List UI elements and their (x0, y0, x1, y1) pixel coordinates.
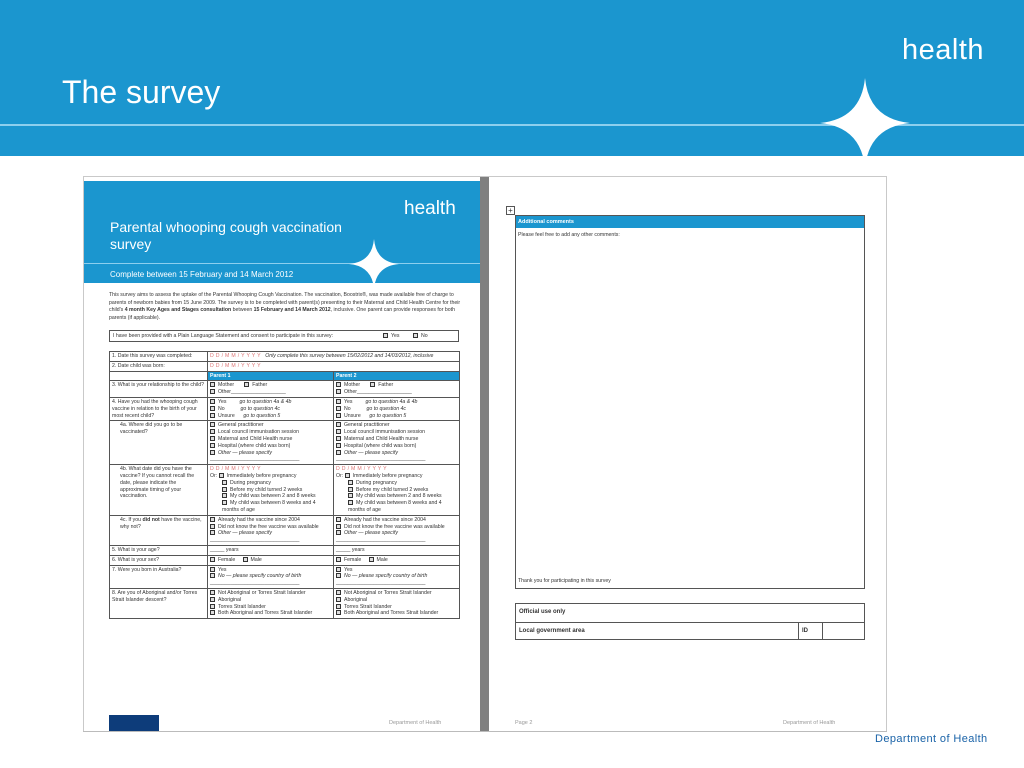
checkbox[interactable] (210, 450, 215, 455)
checkbox[interactable] (336, 573, 341, 578)
intro-bold: 4 month Key Ages and Stages consultation (124, 307, 232, 313)
thanks-text: Thank you for participating in this survey (518, 578, 611, 584)
consent-yes[interactable]: Yes (383, 331, 399, 341)
checkbox[interactable] (243, 557, 248, 562)
victoria-government-logo (109, 715, 159, 732)
table-row (110, 371, 460, 381)
department-footer: Department of Health (875, 733, 988, 745)
age-field[interactable]: _____ years (334, 545, 460, 555)
checkbox[interactable] (210, 610, 215, 615)
checkbox[interactable] (348, 480, 353, 485)
checkbox[interactable] (210, 573, 215, 578)
checkbox[interactable] (210, 429, 215, 434)
intro-text: This survey aims to assess the uptake of the Parental Whooping Cough Vaccination. The vaccination, Boostrix®, was made available free of charge to parents of newborn babies from 15 June 2009. The survey is to be completed with parent(s) presenting to their Maternal and Child Health Centre for their child's (109, 292, 461, 313)
table-row: 8. Are you of Aboriginal and/or Torres Strait Islander descent? Not Aboriginal or Torres Strait Islander Aboriginal Torres Strait Islander Both Aboriginal and Torres Strait Islander Not Aboriginal or Torres Strait Islander Aboriginal Torres Strait Islander Both Aboriginal and Torres Strait Islander (110, 588, 460, 618)
lga-label: Local government area (519, 628, 585, 634)
table-row (110, 352, 460, 362)
survey-page-1 (84, 177, 480, 732)
checkbox[interactable] (336, 450, 341, 455)
q1-label: 1. Date this survey was completed: (110, 352, 208, 362)
official-use-box (515, 603, 865, 640)
checkbox[interactable] (336, 413, 341, 418)
checkbox[interactable] (336, 382, 341, 387)
q6-label: 6. What is your sex? (110, 555, 208, 565)
table-row (110, 361, 460, 371)
checkbox[interactable] (348, 493, 353, 498)
checkbox[interactable] (210, 443, 215, 448)
document-bottom-border (83, 731, 887, 732)
checkbox[interactable] (336, 436, 341, 441)
page2-footer: Department of Health (783, 720, 836, 726)
q8-label: 8. Are you of Aboriginal and/or Torres Strait Islander descent? (110, 588, 208, 618)
intro-dates: 15 February and 14 March 2012 (253, 307, 331, 313)
checkbox[interactable] (345, 473, 350, 478)
checkbox[interactable] (210, 567, 215, 572)
checkbox[interactable] (222, 493, 227, 498)
page-gutter (480, 177, 489, 732)
comments-prompt: Please feel free to add any other comments: (518, 232, 620, 238)
page1-header (84, 181, 480, 283)
checkbox[interactable] (210, 436, 215, 441)
checkbox[interactable] (210, 530, 215, 535)
checkbox[interactable] (336, 517, 341, 522)
additional-comments-box[interactable] (515, 215, 865, 589)
checkbox[interactable] (336, 610, 341, 615)
table-row: 6. What is your sex? Female Male Female Male (110, 555, 460, 565)
checkbox[interactable] (336, 429, 341, 434)
checkbox[interactable] (210, 517, 215, 522)
checkbox[interactable] (210, 597, 215, 602)
q2-answer[interactable]: D D / M M / Y Y Y Y (208, 361, 460, 371)
checkbox[interactable] (336, 524, 341, 529)
page1-health-logo: health (404, 198, 456, 219)
checkbox[interactable] (383, 333, 388, 338)
comments-title: Additional comments (516, 216, 864, 228)
survey-title: Parental whooping cough vaccination survey (110, 219, 342, 252)
checkbox[interactable] (222, 487, 227, 492)
page1-header-divider (84, 263, 480, 264)
table-row: 3. What is your relationship to the child? Mother Father Other___________________ Mother Father Other___________________ (110, 381, 460, 398)
checkbox[interactable] (336, 567, 341, 572)
table-move-handle-icon[interactable]: + (506, 206, 515, 215)
survey-intro (109, 292, 461, 322)
checkbox[interactable] (210, 604, 215, 609)
checkbox[interactable] (336, 399, 341, 404)
checkbox[interactable] (210, 399, 215, 404)
document-preview (83, 176, 887, 732)
table-row: 7. Were you born in Australia? Yes No — please specify country of birth _______________________________ Yes No — please specify country of birth _______________________________ (110, 565, 460, 588)
q4-label: 4. Have you had the whooping cough vaccine in relation to the birth of your most recent child? (110, 397, 208, 420)
survey-table (109, 351, 460, 619)
checkbox[interactable] (369, 557, 374, 562)
checkbox[interactable] (210, 406, 215, 411)
official-row (516, 622, 864, 639)
checkbox[interactable] (210, 413, 215, 418)
survey-page-2 (489, 177, 887, 732)
checkbox[interactable] (413, 333, 418, 338)
table-row: 4a. Where did you go to be vaccinated? General practitioner Local council immunisation session Maternal and Child Health nurse Hospital (where child was born) Other — please specify _______________________________ General practitioner Local council immunisation session Maternal and Child Health nurse Hospital (where child was born) Other — please specify _______________________________ (110, 421, 460, 465)
table-row (110, 545, 460, 555)
checkbox[interactable] (210, 524, 215, 529)
checkbox[interactable] (219, 473, 224, 478)
checkbox[interactable] (336, 590, 341, 595)
table-row: 4b. What date did you have the vaccine? If you cannot recall the date, please indicate the approximate timing of your vaccination. D D / M M / Y Y Y Y Or: Immediately before pregnancy During pregnancy Before my child turned 2 weeks My child was between 2 and 8 weeks My child was between 8 weeks and 4 months of age D D / M M / Y Y Y Y Or: Immediately before pregnancy During pregnancy Before my child turned 2 weeks My child was between 2 and 8 weeks My child was between 8 weeks and 4 months of age (110, 465, 460, 516)
checkbox[interactable] (222, 480, 227, 485)
checkbox[interactable] (336, 604, 341, 609)
checkbox[interactable] (336, 422, 341, 427)
checkbox[interactable] (244, 382, 249, 387)
intro-text-2: between (231, 307, 254, 313)
id-label: ID (798, 623, 823, 640)
parent1-header: Parent 1 (208, 371, 334, 381)
slide-title: The survey (62, 74, 221, 110)
survey-subtitle: Complete between 15 February and 14 March 2012 (110, 270, 294, 279)
consent-text: I have been provided with a Plain Language Statement and consent to participate in this survey: (113, 333, 334, 339)
checkbox[interactable] (210, 557, 215, 562)
page1-footer: Department of Health (389, 720, 442, 726)
q5-label: 5. What is your age? (110, 545, 208, 555)
q3-label: 3. What is your relationship to the child? (110, 381, 208, 398)
checkbox[interactable] (370, 382, 375, 387)
consent-row (109, 330, 459, 342)
q4a-label: 4a. Where did you go to be vaccinated? (110, 421, 208, 465)
page-number: Page 2 (515, 720, 533, 726)
checkbox[interactable] (210, 382, 215, 387)
q2-label: 2. Date child was born: (110, 361, 208, 371)
consent-no[interactable]: No (413, 331, 428, 341)
header-banner (0, 0, 1024, 156)
checkbox[interactable] (336, 406, 341, 411)
q4c-label: 4c. If you did not have the vaccine, why not? (110, 515, 208, 545)
checkbox[interactable] (348, 487, 353, 492)
q7-label: 7. Were you born in Australia? (110, 565, 208, 588)
checkbox[interactable] (336, 443, 341, 448)
official-title: Official use only (519, 609, 566, 615)
table-row: 4c. If you did not have the vaccine, why not? Already had the vaccine since 2004 Did not know the free vaccine was available Other — please specify _______________________________ Already had the vaccine since 2004 Did not know the free vaccine was available Other — please specify _______________________________ (110, 515, 460, 545)
checkbox[interactable] (336, 557, 341, 562)
checkbox[interactable] (210, 422, 215, 427)
age-field[interactable]: _____ years (208, 545, 334, 555)
q4b-label: 4b. What date did you have the vaccine? If you cannot recall the date, please indicate the approximate timing of your vaccination. (110, 465, 208, 516)
checkbox[interactable] (336, 389, 341, 394)
health-logo: health (902, 34, 985, 66)
page1-star-icon (349, 239, 399, 283)
checkbox[interactable] (210, 590, 215, 595)
checkbox[interactable] (336, 597, 341, 602)
star-sparkle-icon (820, 78, 910, 156)
table-row: 4. Have you had the whooping cough vaccine in relation to the birth of your most recent child? Yes go to question 4a & 4b No go to question 4c Unsure go to question 5 Yes go to question 4a & 4b No go to question 4c Unsure go to question 5 (110, 397, 460, 420)
parent2-header: Parent 2 (334, 371, 460, 381)
q1-answer[interactable]: D D / M M / Y Y Y Y Only complete this survey between 15/02/2012 and 14/03/2012, inclusive (208, 352, 460, 362)
intro-text-3: , inclusive. One parent can provide responses for both parents (if applicable). (109, 307, 455, 321)
checkbox[interactable] (336, 530, 341, 535)
checkbox[interactable] (348, 500, 353, 505)
checkbox[interactable] (222, 500, 227, 505)
checkbox[interactable] (210, 389, 215, 394)
